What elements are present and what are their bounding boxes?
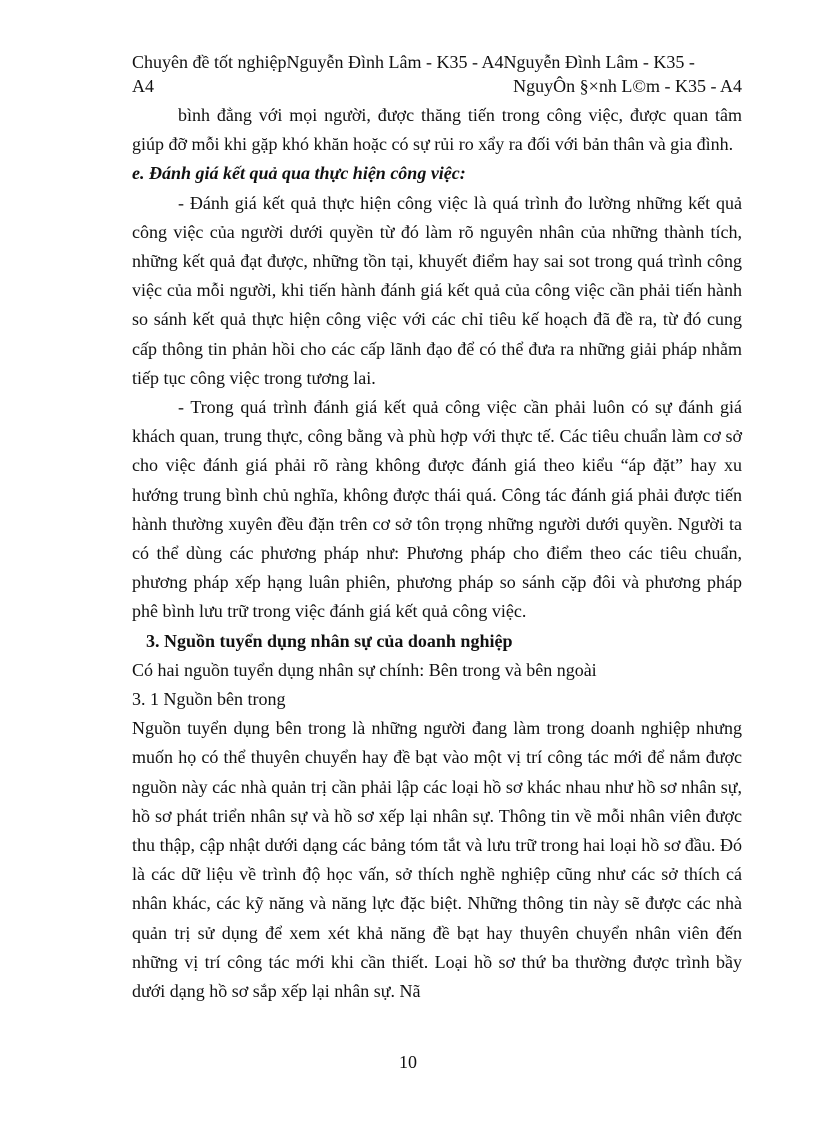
document-body [132, 101, 742, 1006]
subsection-heading-3-1: 3. 1 Nguồn bên trong [132, 689, 286, 710]
header-line-2 [132, 74, 742, 98]
section-heading-3: 3. Nguồn tuyển dụng nhân sự của doanh nghiệp [146, 630, 513, 651]
paragraph-internal-source: Nguồn tuyển dụng bên trong là những người đang làm trong doanh nghiệp nhưng muốn họ có thể thuyên chuyển hay đề bạt vào một vị trí công tác mới để nắm được nguồn này các nhà quản trị cần phải lập các loại hồ sơ khác nhau như hồ sơ nhân sự, hồ sơ phát triển nhân sự và hồ sơ xếp lại nhân sự. Thông tin về mỗi nhân viên được thu thập, cập nhật dưới dạng các bảng tóm tắt và lưu trữ trong hai loại hồ sơ đầu. Đó là các dữ liệu về trình độ học vấn, sở thích nghề nghiệp cũng như các sở thích cá nhân khác, các kỹ năng và năng lực đặc biệt. Những thông tin này sẽ được các nhà quản trị sử dụng để xem xét khả năng đề bạt hay thuyên chuyển nhân viên đến những vị trí công tác mới khi cần thiết. Loại hồ sơ thứ ba thường được trình bầy dưới dạng hồ sơ sắp xếp lại nhân sự. Nã [132, 718, 742, 1002]
page-number: 10 [399, 1052, 417, 1072]
paragraph-sources-intro: Có hai nguồn tuyển dụng nhân sự chính: Bên trong và bên ngoài [132, 659, 597, 680]
header-line-2-left: A4 [132, 76, 154, 96]
paragraph-evaluation-2: - Trong quá trình đánh giá kết quả công việc cần phải luôn có sự đánh giá khách quan, trung thực, công bằng và phù hợp với thực tế. Các tiêu chuẩn làm cơ sở cho việc đánh giá phải rõ ràng không được đánh giá theo kiểu “áp đặt” hay xu hướng trung bình chủ nghĩa, không được thái quá. Công tác đánh giá phải được tiến hành thường xuyên đều đặn trên cơ sở tôn trọng những người dưới quyền. Người ta có thể dùng các phương pháp như: Phương pháp cho điểm theo các tiêu chuẩn, phương pháp xếp hạng luân phiên, phương pháp so sánh cặp đôi và phương pháp phê bình lưu trữ trong việc đánh giá kết quả công việc. [132, 397, 742, 622]
paragraph-continuation: bình đẳng với mọi người, được thăng tiến trong công việc, được quan tâm giúp đỡ mỗi khi gặp khó khăn hoặc có sự rủi ro xẩy ra đối với bản thân và gia đình. [132, 105, 742, 155]
section-heading-e: e. Đánh giá kết quả qua thực hiện công việc: [132, 163, 466, 184]
paragraph-evaluation-1: - Đánh giá kết quả thực hiện công việc là quá trình đo lường những kết quả công việc của người dưới quyền từ đó làm rõ nguyên nhân của những thành tích, những kết quả đạt được, những tồn tại, khuyết điểm hay sai sot trong quá trình công việc của mỗi người, khi tiến hành đánh giá kết quả của công việc cần phải tiến hành so sánh kết quả thực hiện công việc với các chỉ tiêu kế hoạch đã đề ra, từ đó cung cấp thông tin phản hồi cho các cấp lãnh đạo để có thể đưa ra những giải pháp nhằm tiếp tục công việc trong tương lai. [132, 192, 742, 388]
header-line-1: Chuyên đề tốt nghiệpNguyễn Đình Lâm - K35 - A4Nguyễn Đình Lâm - K35 - [132, 52, 695, 72]
running-header [132, 50, 742, 98]
header-line-2-right: NguyÔn §×nh L©m - K35 - A4 [513, 76, 742, 96]
